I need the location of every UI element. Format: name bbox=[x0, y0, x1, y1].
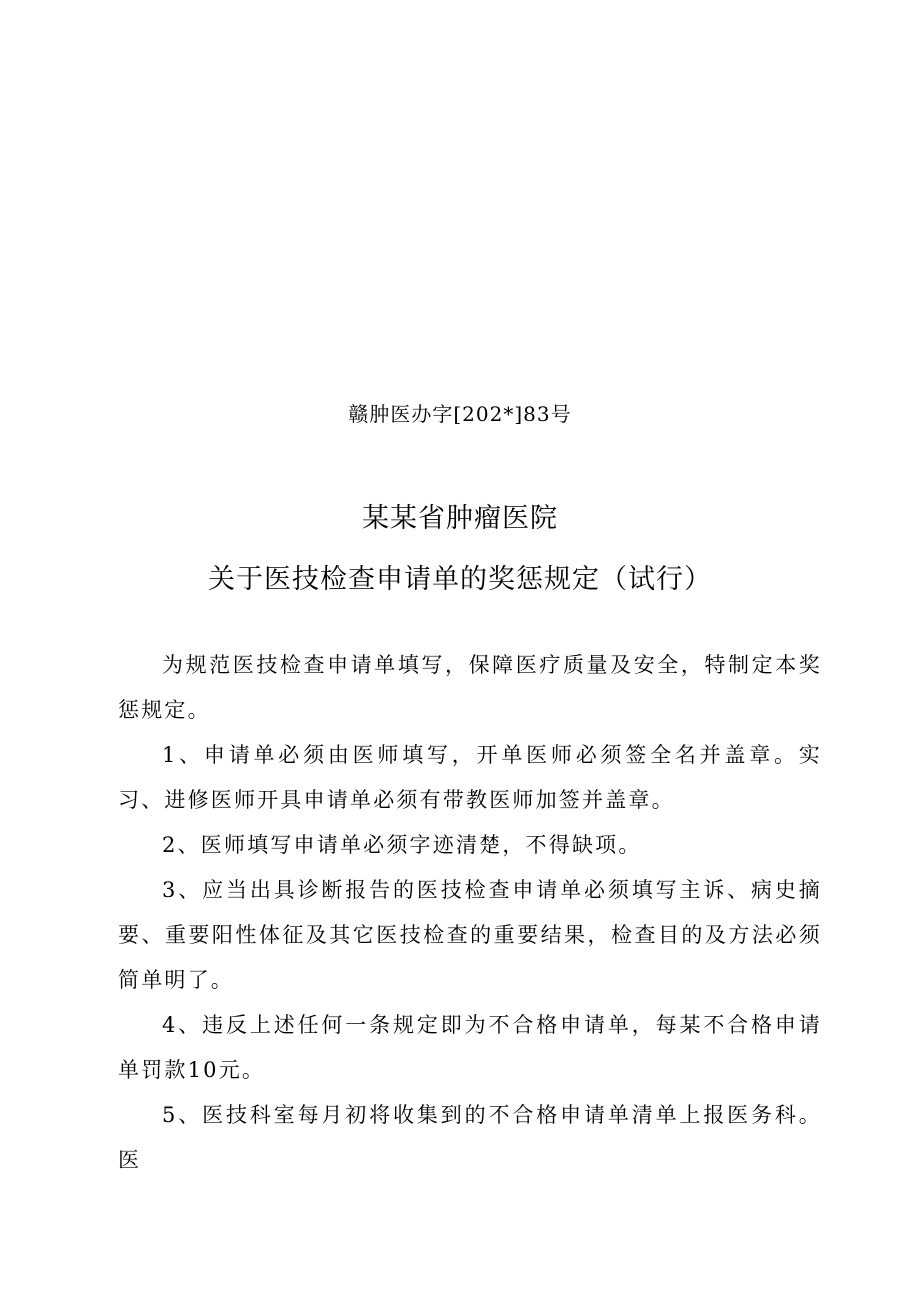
paragraph-rule-3: 3、应当出具诊断报告的医技检查申请单必须填写主诉、病史摘要、重要阳性体征及其它医技检查的重要结果，检查目的及方法必须简单明了。 bbox=[118, 878, 822, 992]
document-number: 赣肿医办字[202*]83号 bbox=[348, 402, 572, 426]
paragraph-rule-4: 4、违反上述任何一条规定即为不合格申请单，每某不合格申请单罚款10元。 bbox=[118, 1013, 822, 1082]
paragraph-intro: 为规范医技检查申请单填写，保障医疗质量及安全，特制定本奖惩规定。 bbox=[118, 653, 822, 722]
document-body bbox=[118, 643, 822, 1183]
document-title-organization: 某某省肿瘤医院 bbox=[362, 503, 558, 534]
document-title-subject: 关于医技检查申请单的奖惩规定（试行） bbox=[208, 564, 712, 595]
paragraph-rule-5: 5、医技科室每月初将收集到的不合格申请单清单上报医务科。医 bbox=[118, 1103, 822, 1172]
paragraph-rule-2: 2、医师填写申请单必须字迹清楚，不得缺项。 bbox=[162, 833, 642, 857]
paragraph-rule-1: 1、申请单必须由医师填写，开单医师必须签全名并盖章。实习、进修医师开具申请单必须有带教医师加签并盖章。 bbox=[118, 743, 822, 812]
